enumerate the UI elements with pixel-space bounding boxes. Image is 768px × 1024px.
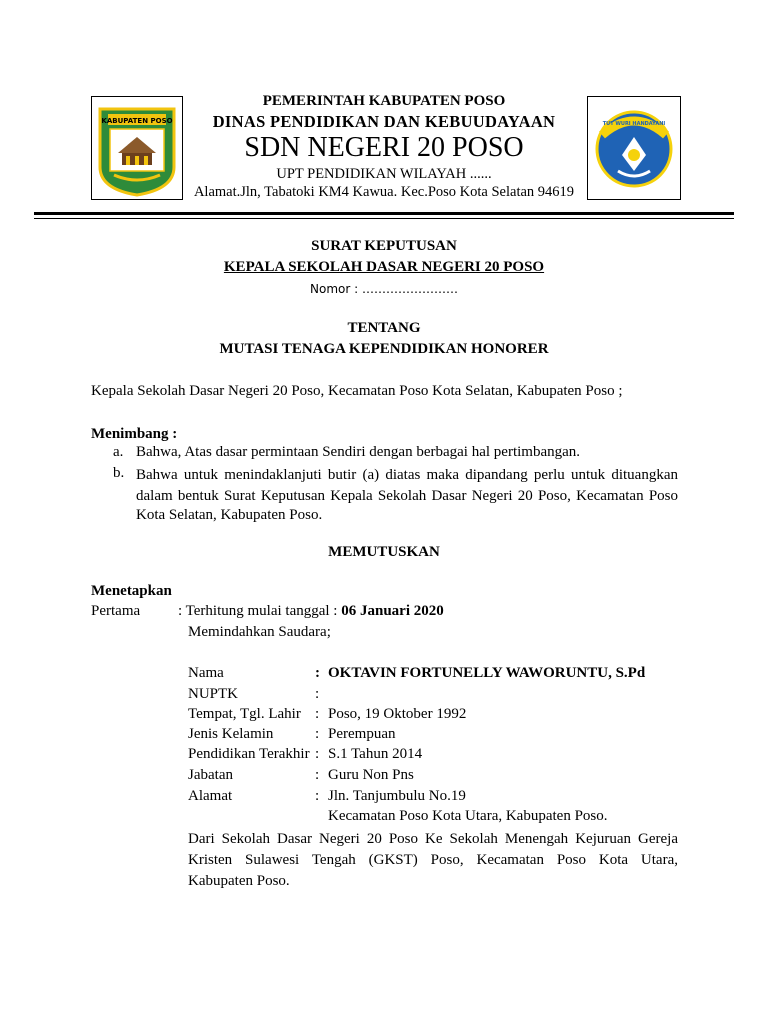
subject-heading: TENTANG [347,320,421,336]
transfer-line3: Kabupaten Poso. [188,873,290,889]
detail-label-gender: Jenis Kelamin [188,726,274,742]
detail-value-nama: OKTAVIN FORTUNELLY WAWORUNTU, S.Pd [328,665,646,681]
pertama-label: Pertama [91,603,141,619]
move-statement: Memindahkan Saudara; [188,624,331,640]
menimbang-mark-b: b. [113,465,125,481]
menetapkan-heading: Menetapkan [91,583,172,599]
letterhead-department: DINAS PENDIDIKAN DAN KEBUUDAYAAN [212,112,556,131]
letterhead-government: PEMERINTAH KABUPATEN POSO [262,93,506,109]
detail-value-gender: Perempuan [328,726,396,742]
decree-title: SURAT KEPUTUSAN [311,238,457,254]
transfer-paragraph [188,829,678,892]
pertama-text: : Terhitung mulai tanggal : [178,603,338,619]
detail-label-nuptk: NUPTK [188,686,239,702]
subject-title: MUTASI TENAGA KEPENDIDIKAN HONORER [219,341,549,357]
letterhead-rule-thin [34,218,734,219]
detail-label-position: Jabatan [188,767,233,783]
memutuskan-heading: MEMUTUSKAN [328,544,440,560]
detail-label-address: Alamat [188,788,233,804]
transfer-line2: Kristen Sulawesi Tengah (GKST) Poso, Kecamatan Poso Kota Utara, [188,852,678,868]
transfer-line1: Dari Sekolah Dasar Negeri 20 Poso Ke Sekolah Menengah Kejuruan Gereja [188,831,678,847]
detail-label-nama: Nama [188,665,224,681]
letterhead-address: Alamat.Jln, Tabatoki KM4 Kawua. Kec.Poso Kota Selatan 94619 [193,184,575,200]
decree-issuer [0,259,768,276]
pertama-date: 06 Januari 2020 [341,603,444,619]
detail-colon-nuptk: : [315,686,320,702]
detail-value-birth: Poso, 19 Oktober 1992 [328,706,467,722]
menimbang-item-a: Bahwa, Atas dasar permintaan Sendiri dengan berbagai hal pertimbangan. [136,444,581,460]
pertama-statement [178,603,444,620]
letterhead-rule-thick [34,212,734,215]
detail-colon-address: : [315,788,320,804]
menimbang-mark-a: a. [113,444,124,460]
detail-label-birth: Tempat, Tgl. Lahir [188,706,301,722]
letterhead-school-name: SDN NEGERI 20 POSO [244,132,524,163]
detail-colon-education: : [315,746,320,762]
detail-colon-birth: : [315,706,320,722]
detail-colon-position: : [315,767,320,783]
detail-label-education: Pendidikan Terakhir [188,746,310,762]
detail-colon-nama: : [315,665,320,681]
menimbang-heading: Menimbang : [91,426,178,442]
detail-value-position: Guru Non Pns [328,767,414,783]
detail-value-address-line2: Kecamatan Poso Kota Utara, Kabupaten Poso. [328,808,608,824]
decree-issuer-text: KEPALA SEKOLAH DASAR NEGERI 20 POSO [223,259,545,275]
menimbang-item-b-line2: dalam bentuk Surat Keputusan Kepala Sekolah Dasar Negeri 20 Poso, Kecamatan Poso [136,488,678,504]
detail-value-address: Jln. Tanjumbulu No.19 [328,788,466,804]
opening-statement: Kepala Sekolah Dasar Negeri 20 Poso, Kecamatan Poso Kota Selatan, Kabupaten Poso ; [91,383,623,399]
detail-value-education: S.1 Tahun 2014 [328,746,423,762]
detail-colon-gender: : [315,726,320,742]
letterhead-upt: UPT PENDIDIKAN WILAYAH ...... [276,166,492,182]
menimbang-item-b-line3: Kota Selatan, Kabupaten Poso. [136,507,323,523]
logo-right-text: TUT WURI HANDAYANI [602,121,666,127]
menimbang-item-b-line1: Bahwa untuk menindaklanjuti butir (a) diatas maka dipandang perlu untuk dituangkan [136,467,678,483]
logo-left-text: KABUPATEN POSO [101,117,173,125]
decree-number: Nomor : …………………… [310,282,458,296]
